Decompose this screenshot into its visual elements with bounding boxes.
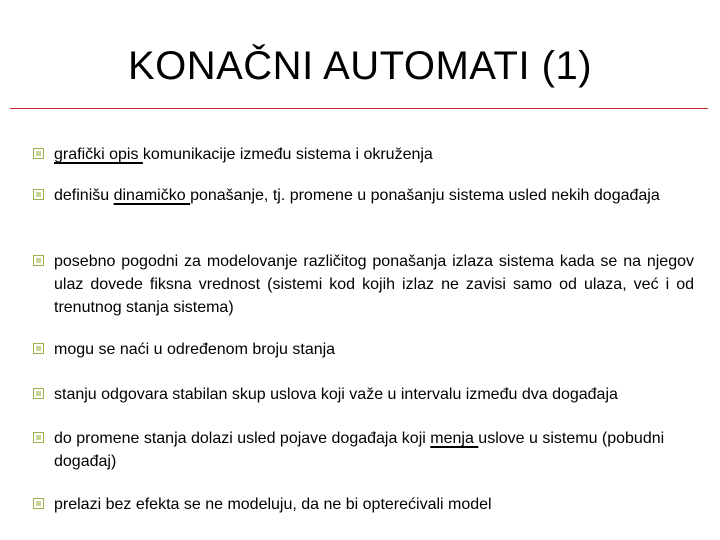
checkbox-bullet-icon [33, 148, 44, 159]
bullet-text: prelazi bez efekta se ne modeluju, da ne bi opterećivali model [54, 496, 492, 513]
bullet-text-part: komunikacije između sistema i okruženja [142, 146, 433, 163]
checkbox-bullet-icon [33, 498, 44, 509]
slide-title: KONAČNI AUTOMATI (1) [127, 44, 593, 88]
bullet-text: mogu se naći u određenom broju stanja [54, 341, 336, 358]
bullet-text-part: ponašanje, tj. promene u ponašanju sistema usled nekih događaja [190, 187, 660, 204]
checkbox-bullet-icon [33, 189, 44, 200]
underlined-term: grafički opis [54, 146, 143, 163]
checkbox-bullet-icon [33, 388, 44, 399]
checkbox-bullet-icon [33, 432, 44, 443]
bullet-text-part: uslove u sistemu (pobudni događaj) [54, 430, 665, 470]
bullet-text: posebno pogodni za modelovanje različitog ponašanja izlaza sistema kada se na njegov ulaz dovede fiksna vrednost (sistemi kod kojih izlaz ne zavisi samo od ulaza, već i od trenutnog stanja sistema) [54, 253, 694, 316]
title-divider [10, 108, 708, 109]
underlined-term: menja [430, 430, 479, 447]
checkbox-bullet-icon [33, 343, 44, 354]
checkbox-bullet-icon [33, 255, 44, 266]
bullet-text [54, 184, 694, 207]
bullet-text-part: do promene stanja dolazi usled pojave događaja koji [54, 430, 431, 447]
bullet-text [54, 427, 694, 473]
underlined-term: dinamičko [113, 187, 191, 204]
bullet-text: stanju odgovara stabilan skup uslova koji važe u intervalu između dva događaja [54, 386, 618, 403]
bullet-text [54, 143, 694, 166]
bullet-text-part: definišu [54, 187, 114, 204]
